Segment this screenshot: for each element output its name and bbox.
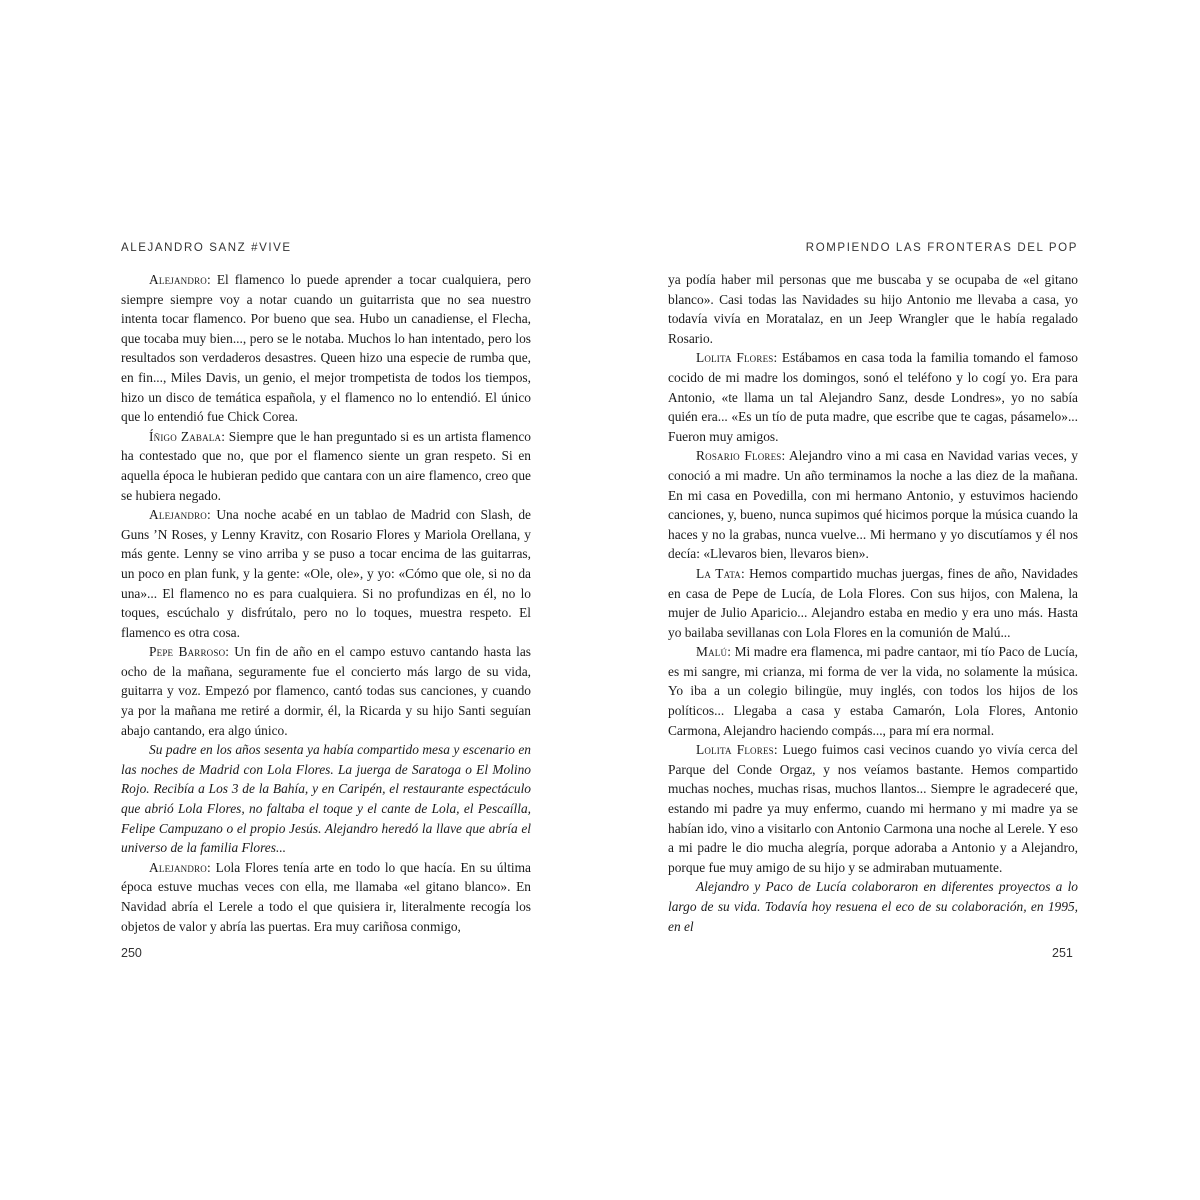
paragraph-text: Mi madre era flamenca, mi padre cantaor, mi tío Paco de Lucía, es mi sangre, mi crianza, mi forma de ver la vida, no solamente la música. Yo iba a un colegio bilingüe, muy inglés, con todos los hijos de los políticos... Llegaba a casa y estaba Camarón, Lola Flores, Antonio Carmona, Alejandro haciendo compás..., para mí era normal.	[668, 644, 1078, 738]
page-body	[121, 270, 531, 936]
paragraph-text: Lola Flores tenía arte en todo lo que hacía. En su última época estuve muchas veces con ella, me llamaba «el gitano blanco». En Navidad abría el Lerele a todo el que quisiera ir, literalmente recogía los objetos de valor y abría las puertas. Era muy cariñosa conmigo,	[121, 859, 531, 934]
running-head: ROMPIENDO LAS FRONTERAS DEL POP	[805, 242, 1078, 254]
paragraph-text: El flamenco lo puede aprender a tocar cualquiera, pero siempre siempre voy a notar cuando un guitarrista que no sea nuestro intenta tocar flamenco. Por bueno que sea. Hubo un canadiense, el Flecha, que tocaba muy bien..., pero se le notaba. Muchos lo han intentado, pero los resultados son verdaderos desastres. Queen hizo una especie de rumba que, en fin..., Miles Davis, un genio, el mejor trompetista de todos los tiempos, hizo un disco de temática española, y el flamenco no lo entendió. El único que lo entendió fue Chick Corea.	[121, 272, 531, 425]
paragraph	[668, 348, 1078, 446]
page-number: 250	[121, 946, 142, 960]
left-page	[121, 238, 531, 936]
page-number: 251	[1052, 946, 1073, 960]
speaker-name: La Tata:	[696, 565, 745, 581]
speaker-name: Rosario Flores:	[696, 448, 786, 464]
paragraph-text: Hemos compartido muchas juergas, fines de año, Navidades en casa de Pepe de Lucía, de Lola Flores. Con sus hijos, con Malena, la mujer de Julio Aparicio... Alejandro estaba en medio y era uno más. Hasta yo bailaba sevillanas con Lola Flores en la comunión de Malú...	[668, 565, 1078, 640]
speaker-name: Íñigo Zabala:	[149, 428, 226, 444]
paragraph-text: Luego fuimos casi vecinos cuando yo vivía cerca del Parque del Conde Orgaz, y nos veíamos bastante. Hemos compartido muchas noches, muchas risas, muchos llantos... Siempre le agradeceré que, estando mi padre ya muy enfermo, cuando mi hermano y mi madre ya se habían ido, vino a visitarlo con Antonio Carmona una noche al Lerele. Y eso a mi padre le dio mucha alegría, porque adoraba a Antonio y a Alejandro, porque fue muy amigo de su hijo y se admiraban mutuamente.	[668, 742, 1078, 875]
paragraph	[121, 642, 531, 740]
paragraph-text: Siempre que le han preguntado si es un artista flamenco ha contestado que no, que por el flamenco siente un gran respeto. Si en aquella época le hubieran pedido que cantara con un aire flamenco, creo que se hubiera negado.	[121, 428, 531, 503]
speaker-name: Alejandro:	[149, 272, 211, 287]
paragraph-text: Alejandro vino a mi casa en Navidad varias veces, y conoció a mi madre. Un año terminamos la noche a las diez de la mañana. En mi casa en Povedilla, con mi hermano Antonio, y estuvimos haciendo canciones, y, bueno, nunca supimos qué hicimos porque la música cuando la haces y no la grabas, nunca vuelve... Mi hermano y yo discutíamos y él nos decía: «Llevaros bien, llevaros bien».	[668, 448, 1078, 562]
paragraph-text: Alejandro y Paco de Lucía colaboraron en diferentes proyectos a lo largo de su vida. Todavía hoy resuena el eco de su colaboración, en 1995, en el	[668, 879, 1078, 934]
paragraph	[668, 564, 1078, 642]
speaker-name: Alejandro:	[149, 507, 211, 523]
speaker-name: Lolita Flores:	[696, 350, 778, 366]
right-page	[668, 238, 1078, 936]
paragraph	[668, 446, 1078, 564]
paragraph	[121, 858, 531, 936]
speaker-name: Lolita Flores:	[696, 742, 778, 758]
paragraph	[668, 270, 1078, 348]
running-head: ALEJANDRO SANZ #VIVE	[121, 242, 292, 254]
narrative-paragraph	[121, 740, 531, 858]
paragraph	[121, 505, 531, 642]
paragraph-text: ya podía haber mil personas que me buscaba y se ocupaba de «el gitano blanco». Casi todas las Navidades su hijo Antonio me llevaba a casa, yo todavía vivía en Moratalaz, en un Jeep Wrangler que le había regalado Rosario.	[668, 272, 1078, 346]
narrative-paragraph	[668, 877, 1078, 936]
speaker-name: Alejandro:	[149, 859, 211, 875]
paragraph-text: Una noche acabé en un tablao de Madrid con Slash, de Guns ’N Roses, y Lenny Kravitz, con Rosario Flores y Mariola Orellana, y más gente. Lenny se vino arriba y se puso a tocar encima de las guitarras, un poco en plan funk, y la gente: «Ole, ole», y yo: «Cómo que ole, si no da una»... El flamenco no es para cualquiera. Si no profundizas en él, no lo toques, escúchalo y disfrútalo, pero no lo toques, muestra respeto. El flamenco es otra cosa.	[121, 507, 531, 640]
paragraph	[668, 642, 1078, 740]
paragraph	[121, 427, 531, 505]
paragraph	[668, 740, 1078, 877]
page-body	[668, 270, 1078, 936]
paragraph-text: Estábamos en casa toda la familia tomando el famoso cocido de mi madre los domingos, sonó el teléfono y lo cogí yo. Era para Antonio, «te llama un tal Alejandro Sanz, desde Londres», yo no sabía quién era... «Es un tío de puta madre, que escribe que te cagas, pásamelo»... Fueron muy amigos.	[668, 350, 1078, 444]
paragraph	[121, 270, 531, 427]
speaker-name: Malú:	[696, 644, 732, 660]
speaker-name: Pepe Barroso:	[149, 644, 230, 660]
paragraph-text: Su padre en los años sesenta ya había compartido mesa y escenario en las noches de Madrid con Lola Flores. La juerga de Saratoga o El Molino Rojo. Recibía a Los 3 de la Bahía, y en Caripén, el restaurante espectáculo que abrió Lola Flores, no faltaba el toque y el cante de Lola, el Pescaílla, Felipe Campuzano o el propio Jesús. Alejandro heredó la llave que abría el universo de la familia Flores...	[121, 742, 531, 856]
paragraph-text: Un fin de año en el campo estuvo cantando hasta las ocho de la mañana, seguramente fue el concierto más largo de su vida, guitarra y voz. Empezó por flamenco, cantó todas sus canciones, y cuando ya por la mañana me retiré a dormir, él, la Ricarda y su hijo Santi seguían abajo cantando, era algo único.	[121, 644, 531, 738]
